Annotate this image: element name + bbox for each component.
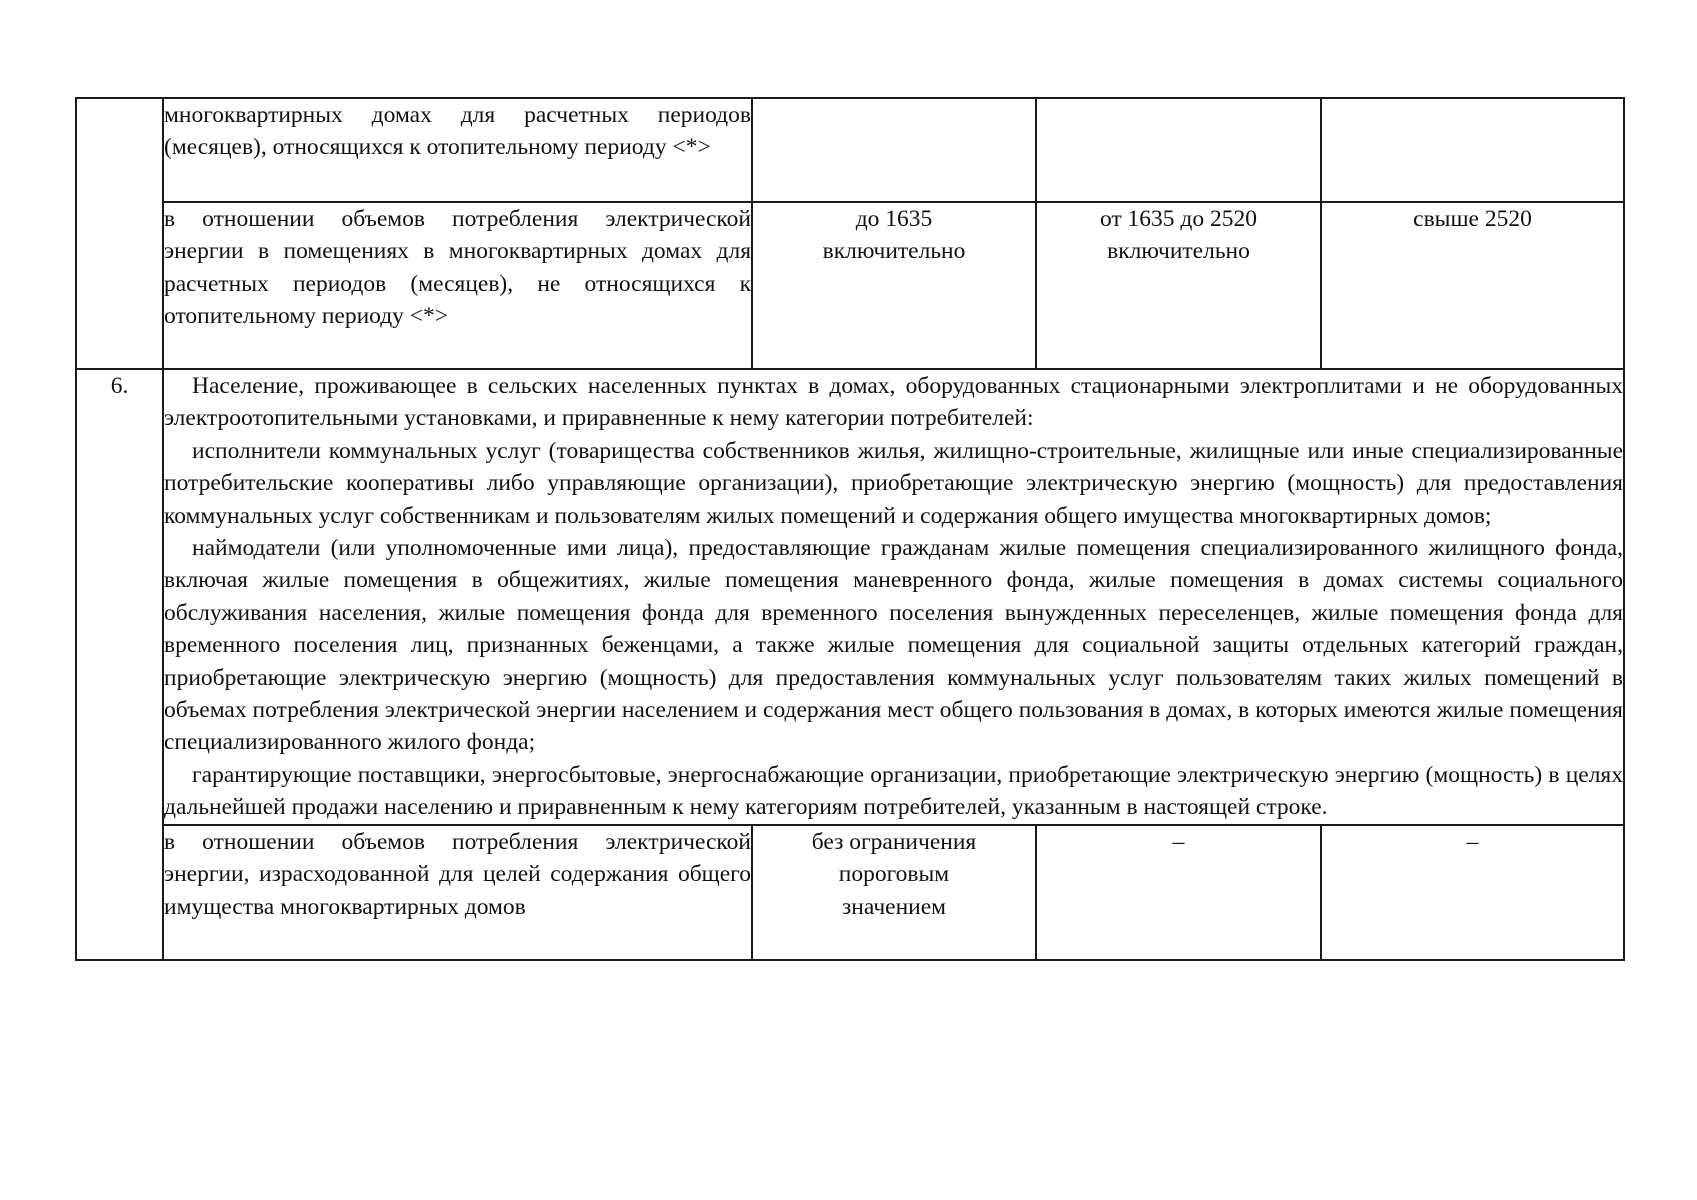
range-cell-1 bbox=[752, 825, 1036, 960]
range-cell-1 bbox=[752, 202, 1036, 369]
range-qualifier: включительно bbox=[822, 238, 966, 265]
category-paragraph: наймодатели (или уполномоченные ими лица), предоставляющие гражданам жилые помещения специализированного жилищного фонда, включая жилые помещения в общежитиях, жилые помещения маневренного фонда, жилые помещения в домах системы социального обслуживания населения, жилые помещения фонда для временного поселения вынужденных переселенцев, жилые помещения фонда для временного поселения лиц, признанных беженцами, а также жилые помещения для социальной защиты отдельных категорий граждан, приобретающие электрическую энергию (мощность) для предоставления коммунальных услуг пользователям таких жилых помещений в объемах потребления электрической энергии населением и содержания мест общего пользования в домах, в которых имеются жилые помещения специализированного жилого фонда; bbox=[164, 535, 1623, 756]
dash-value: – bbox=[1466, 828, 1479, 855]
consumption-table bbox=[75, 97, 1625, 961]
description-cell bbox=[163, 98, 752, 202]
range-value: от 1635 до 2520 bbox=[1099, 206, 1258, 232]
range-cell-2 bbox=[1036, 825, 1321, 960]
range-value: до 1635 bbox=[855, 206, 933, 232]
range-value: без ограничения bbox=[811, 828, 977, 855]
range-cell-2 bbox=[1036, 202, 1321, 369]
table-row bbox=[76, 825, 1624, 960]
table-row bbox=[76, 98, 1624, 202]
category-heading: Население, проживающее в сельских населенных пунктах в домах, оборудованных стационарными электроплитами и не оборудованных электроотопительными установками, и приравненные к нему категории потребителей: bbox=[164, 373, 1623, 432]
row-number-cell: 6. bbox=[76, 369, 163, 960]
dash-value: – bbox=[1172, 828, 1185, 855]
range-value: значением bbox=[841, 893, 947, 920]
range-cell-3 bbox=[1321, 825, 1624, 960]
range-cell-3 bbox=[1321, 98, 1624, 202]
description-text: многоквартирных домах для расчетных периодов (месяцев), относящихся к отопительному периоду <*> bbox=[164, 102, 751, 161]
range-cell-1 bbox=[752, 98, 1036, 202]
range-cell-2 bbox=[1036, 98, 1321, 202]
description-text: в отношении объемов потребления электрической энергии, израсходованной для целей содержания общего имущества многоквартирных домов bbox=[164, 828, 751, 920]
range-cell-3: свыше 2520 bbox=[1321, 202, 1624, 369]
description-text: в отношении объемов потребления электрической энергии в помещениях в многоквартирных домах для расчетных периодов (месяцев), не относящихся к отопительному периоду <*> bbox=[164, 206, 751, 330]
category-paragraph: исполнители коммунальных услуг (товарищества собственников жилья, жилищно-строительные, жилищные или иные специализированные потребительские кооперативы либо управляющие организации), приобретающие электрическую энергию (мощность) для предоставления коммунальных услуг собственникам и пользователям жилых помещений и содержания общего имущества многоквартирных домов; bbox=[164, 437, 1623, 529]
range-value: пороговым bbox=[838, 861, 950, 888]
description-cell bbox=[163, 825, 752, 960]
table-row bbox=[76, 202, 1624, 369]
category-description-cell bbox=[163, 369, 1624, 825]
table-row bbox=[76, 369, 1624, 825]
description-cell bbox=[163, 202, 752, 369]
row-number-cell bbox=[76, 98, 163, 369]
category-paragraph: гарантирующие поставщики, энергосбытовые, энергоснабжающие организации, приобретающие электрическую энергию (мощность) в целях дальнейшей продажи населению и приравненным к нему категориям потребителей, указанным в настоящей строке. bbox=[164, 761, 1623, 821]
range-qualifier: включительно bbox=[1107, 238, 1250, 265]
